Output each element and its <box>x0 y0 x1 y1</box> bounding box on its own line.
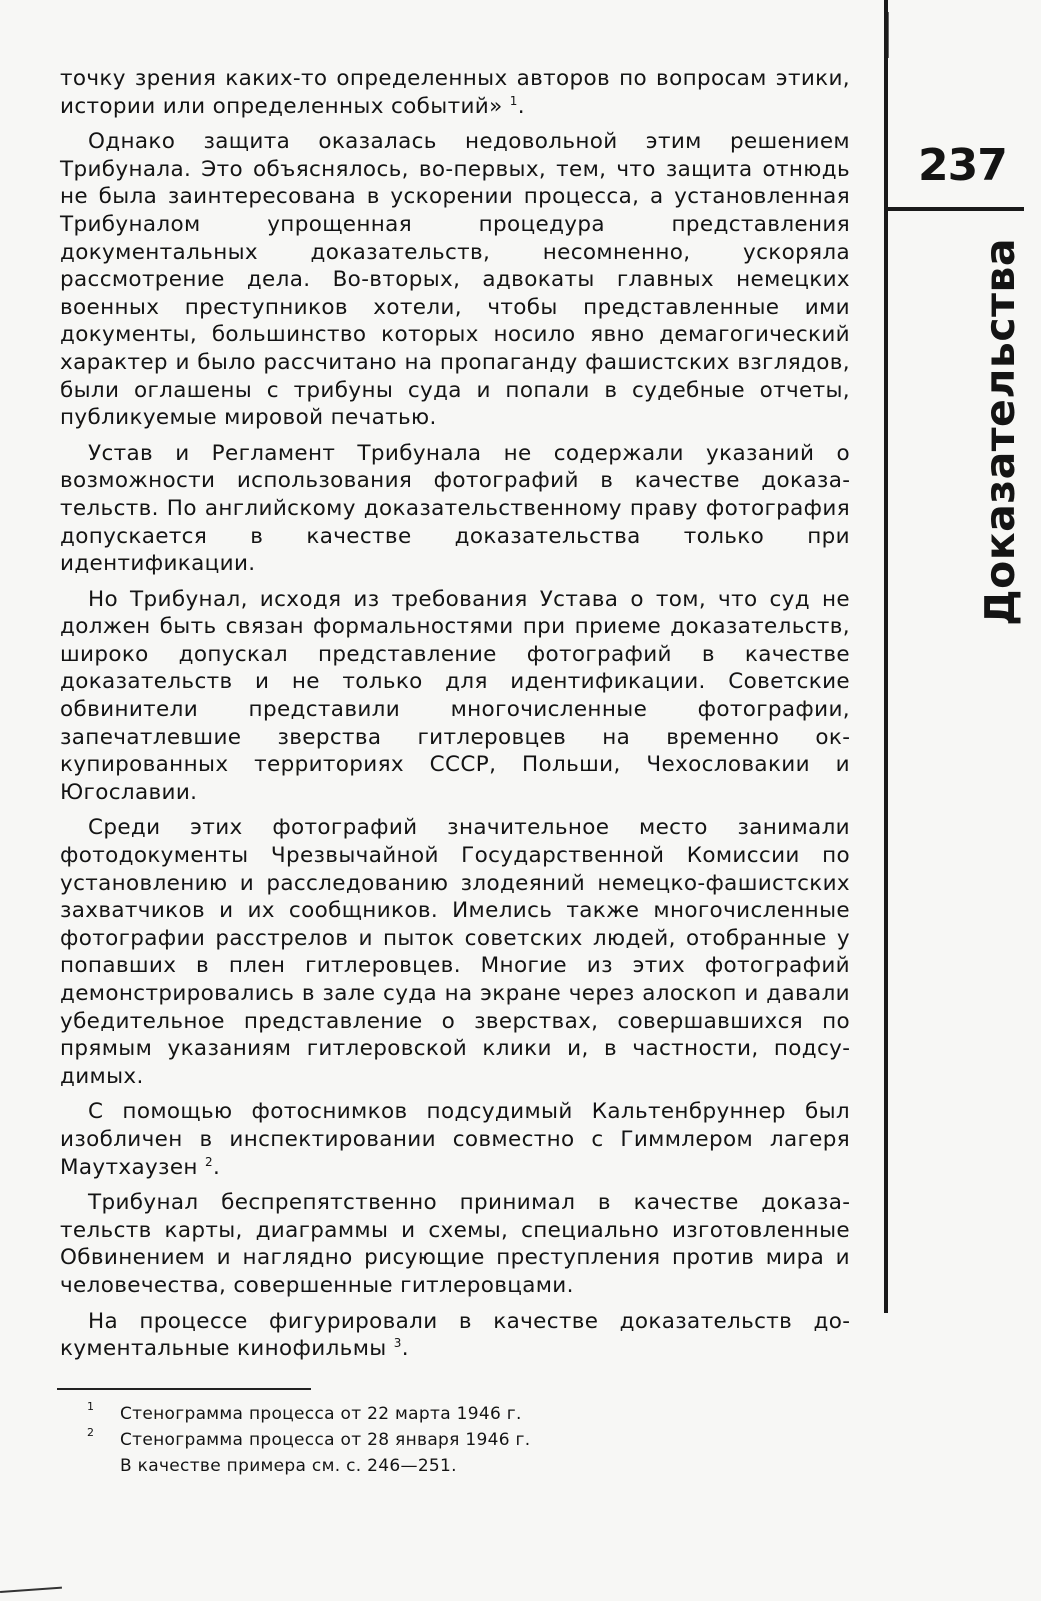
paragraph-text: На процессе фигурировали в качестве доказательств документальные кинофильмы <box>60 1308 850 1362</box>
footnote <box>87 1400 530 1427</box>
page-number: 237 <box>918 140 1007 191</box>
paragraph: Устав и Регламент Трибунала не содержали указаний о возможности использования фотографий в качестве доказательств. По английскому доказательственному праву фотография допускается в качестве доказательства только при идентификации. <box>60 440 850 577</box>
paragraph: Но Трибунал, исходя из требования Устава о том, что суд не должен быть связан формальностями при приеме доказательств, широко допускал представление фотографий в качестве доказательств и не только для идентификации. Советские обвинители представили многочисленные фотографии, запечатлевшие зверства гитлеровцев на временно оккупированных территориях СССР, Польши, Чехословакии и Югославии. <box>60 586 850 805</box>
sentence-end: . <box>517 93 525 119</box>
footnote-ref: 1 <box>509 93 518 108</box>
footnote-text: Стенограмма процесса от 22 марта 1946 г. <box>120 1404 522 1424</box>
footnote-mark: 1 <box>87 1400 95 1413</box>
paragraph-text: точку зрения каких-то определенных авторов по вопросам этики, истории или определенных событий» <box>60 66 850 119</box>
footnote-text: Стенограмма процесса от 28 января 1946 г. <box>120 1430 531 1450</box>
paragraph: Однако защита оказалась недовольной этим решением Трибунала. Это объяснялось, во-первых, тем, что защита отнюдь не была заинтересована в ускорении процесса, а установленная Трибуналом упрощенная процедура представления документальных доказательств, несомненно, ускоряла рассмотрение дела. Во-вторых, адвокаты главных немецких военных преступников хотели, чтобы представленные ими документы, большинство которых носило явно демагогический характер и было рассчитано на пропаганду фашистских взглядов, были оглашены с трибуны суда и попали в судебные отчеты, публикуемые мировой печатью. <box>60 129 850 431</box>
paragraph <box>60 65 850 120</box>
paragraph <box>60 1098 850 1181</box>
header-rule <box>888 207 1024 211</box>
footnotes <box>87 1400 531 1479</box>
main-text <box>60 65 850 1371</box>
scan-edge-mark <box>0 1587 62 1593</box>
paragraph-text: С помощью фотоснимков подсудимый Кальтенбруннер был изобличен в инспектировании совместно с Гиммлером лагеря Маутхаузен <box>60 1099 850 1180</box>
paragraph <box>60 1308 850 1363</box>
sentence-end: . <box>213 1154 221 1180</box>
sentence-end: . <box>401 1336 409 1362</box>
footnote <box>87 1426 531 1453</box>
vertical-margin-rule <box>884 0 888 1313</box>
margin-scan-mark <box>888 12 889 58</box>
footnote-rule <box>57 1388 311 1390</box>
paragraph: Трибунал беспрепятственно принимал в качестве доказательств карты, диаграммы и схемы, специально изготовленные Обвинением и наглядно рисующие преступления против мира и человечества, совершенные гитлеровцами. <box>60 1190 850 1298</box>
running-section-title: Доказательства <box>976 238 1024 626</box>
footnote-text: В качестве примера см. с. 246—251. <box>120 1456 457 1476</box>
footnote-ref: 3 <box>393 1335 402 1350</box>
footnote-mark: 2 <box>87 1426 95 1439</box>
paragraph: Среди этих фотографий значительное место занимали фотодокументы Чрезвычайной Государственной Комиссии по установлению и расследованию злодеяний немецко-фашистских захватчиков и их сообщников. Имелись также многочисленные фотографии расстрелов и пыток советских людей, отобранные у попавших в плен гитлеровцев. Многие из этих фотографий демонстрировались в зале суда на экране через алоскоп и давали убедительное представление о зверствах, совершавшихся по прямым указаниям гитлеровской клики и, в частности, подсудимых. <box>60 815 850 1089</box>
footnote-ref: 2 <box>205 1154 213 1169</box>
